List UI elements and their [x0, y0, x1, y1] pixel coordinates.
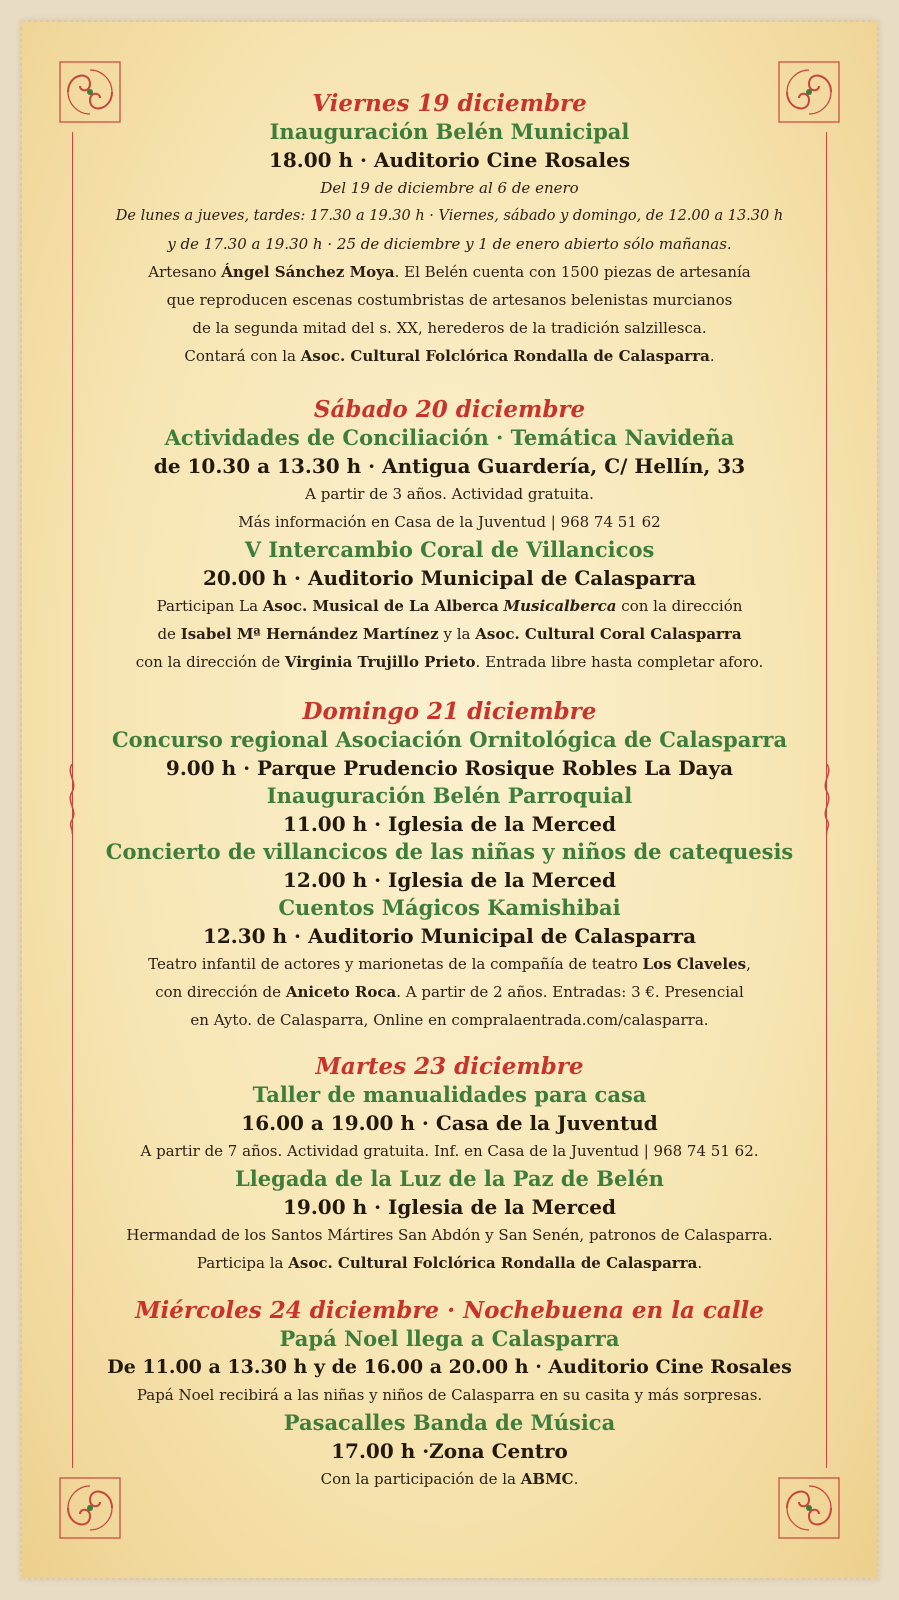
event-note: Más información en Casa de la Juventud | 968 74 51 62: [238, 513, 661, 531]
event-time-place: 12.00 h · Iglesia de la Merced: [283, 868, 616, 892]
event-title: Actividades de Conciliación · Temática Navideña: [164, 425, 735, 450]
event-time-place: 17.00 h ·Zona Centro: [331, 1439, 568, 1463]
section-friday-19: [22, 89, 877, 370]
event-note: que reproducen escenas costumbristas de artesanos belenistas murcianos: [166, 291, 733, 309]
event-title: Inauguración Belén Municipal: [269, 119, 630, 144]
event-note: Del 19 de diciembre al 6 de enero: [320, 179, 579, 197]
event-note: Teatro infantil de actores y marionetas de la compañía de teatro Los Claveles,: [148, 955, 751, 973]
section-wednesday-24: [22, 1296, 877, 1493]
event-title: Concurso regional Asociación Ornitológica de Calasparra: [111, 727, 788, 752]
event-note: Hermandad de los Santos Mártires San Abdón y San Senén, patronos de Calasparra.: [126, 1226, 773, 1244]
event-title: Pasacalles Banda de Música: [283, 1410, 616, 1435]
event-title: Concierto de villancicos de las niñas y niños de catequesis: [105, 839, 794, 864]
event-note: Participa la Asoc. Cultural Folclórica Rondalla de Calasparra.: [196, 1254, 703, 1272]
section-sunday-21: [22, 697, 877, 1034]
event-time-place: 19.00 h · Iglesia de la Merced: [283, 1195, 616, 1219]
event-note: A partir de 7 años. Actividad gratuita. Inf. en Casa de la Juventud | 968 74 51 62.: [140, 1142, 759, 1160]
day-heading: Domingo 21 diciembre: [302, 698, 597, 725]
event-note: A partir de 3 años. Actividad gratuita.: [305, 485, 594, 503]
event-title: Papá Noel llega a Calasparra: [279, 1326, 620, 1351]
event-note: Artesano Ángel Sánchez Moya. El Belén cuenta con 1500 piezas de artesanía: [148, 263, 751, 281]
event-time-place: 11.00 h · Iglesia de la Merced: [283, 812, 616, 836]
day-heading: Miércoles 24 diciembre · Nochebuena en la calle: [135, 1297, 764, 1324]
event-time-place: de 10.30 a 13.30 h · Antigua Guardería, C/ Hellín, 33: [153, 454, 746, 478]
event-title: Cuentos Mágicos Kamishibai: [278, 895, 621, 920]
event-note: De lunes a jueves, tardes: 17.30 a 19.30 h · Viernes, sábado y domingo, de 12.00 a 13.30 h: [115, 208, 784, 224]
event-title: Llegada de la Luz de la Paz de Belén: [235, 1166, 664, 1191]
event-time-place: 20.00 h · Auditorio Municipal de Calasparra: [202, 566, 697, 590]
event-time-place: De 11.00 a 13.30 h y de 16.00 a 20.00 h · Auditorio Cine Rosales: [107, 1356, 792, 1378]
event-note: con la dirección de Virginia Trujillo Prieto. Entrada libre hasta completar aforo.: [135, 653, 764, 671]
event-title: Inauguración Belén Parroquial: [266, 783, 633, 808]
event-note: de Isabel Mª Hernández Martínez y la Asoc. Cultural Coral Calasparra: [157, 625, 742, 643]
section-saturday-20: [22, 395, 877, 676]
event-note: Contará con la Asoc. Cultural Folclórica Rondalla de Calasparra.: [184, 347, 715, 365]
event-title: V Intercambio Coral de Villancicos: [244, 537, 655, 562]
event-note: con dirección de Aniceto Roca. A partir de 2 años. Entradas: 3 €. Presencial: [155, 983, 744, 1001]
event-note: Con la participación de la ABMC.: [320, 1470, 579, 1488]
day-heading: Viernes 19 diciembre: [312, 90, 587, 117]
event-note: y de 17.30 a 19.30 h · 25 de diciembre y 1 de enero abierto sólo mañanas.: [167, 235, 732, 253]
event-time-place: 18.00 h · Auditorio Cine Rosales: [268, 148, 631, 172]
event-note: de la segunda mitad del s. XX, herederos de la tradición salzillesca.: [192, 319, 707, 337]
event-time-place: 9.00 h · Parque Prudencio Rosique Robles La Daya: [165, 756, 734, 780]
event-note: Papá Noel recibirá a las niñas y niños de Calasparra en su casita y más sorpresas.: [136, 1386, 763, 1404]
event-note: en Ayto. de Calasparra, Online en compralaentrada.com/calasparra.: [190, 1011, 709, 1029]
section-tuesday-23: [22, 1052, 877, 1277]
day-heading: Martes 23 diciembre: [315, 1053, 584, 1080]
day-heading: Sábado 20 diciembre: [313, 396, 586, 423]
event-time-place: 16.00 a 19.00 h · Casa de la Juventud: [241, 1111, 658, 1135]
event-time-place: 12.30 h · Auditorio Municipal de Calasparra: [202, 924, 697, 948]
event-title: Taller de manualidades para casa: [252, 1082, 647, 1107]
event-note: Participan La Asoc. Musical de La Alberca Musicalberca con la dirección: [156, 597, 743, 615]
